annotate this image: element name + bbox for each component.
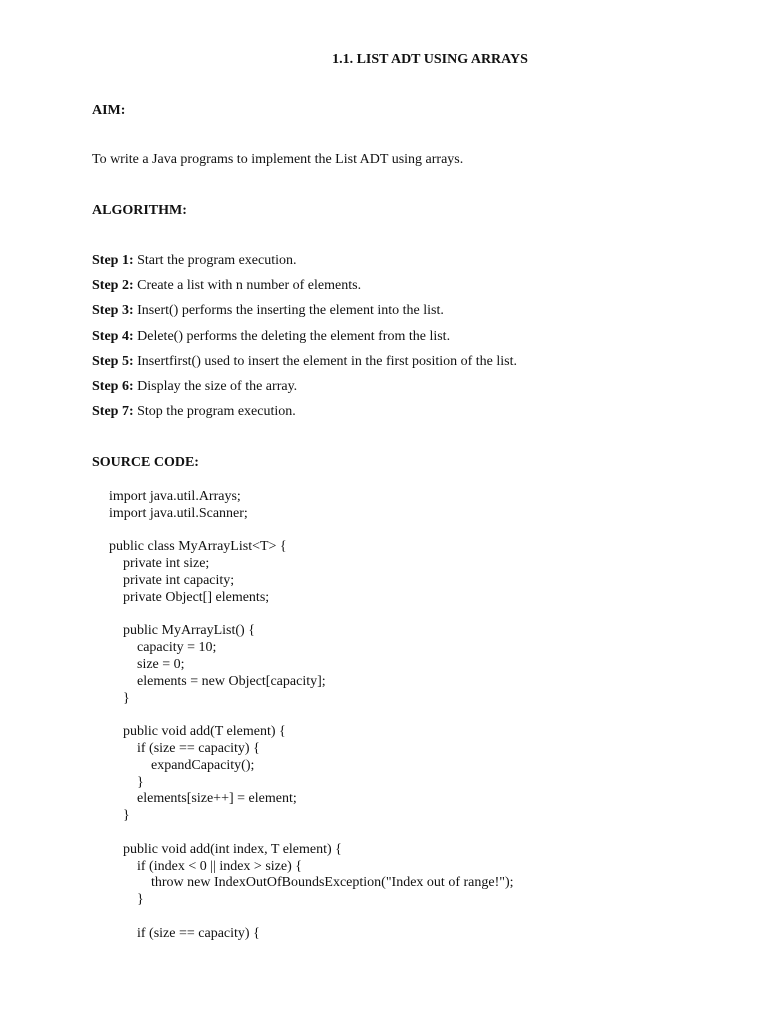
algorithm-step bbox=[92, 278, 517, 303]
code-line: elements[size++] = element; bbox=[109, 791, 297, 807]
code-line: elements = new Object[capacity]; bbox=[109, 673, 326, 689]
step-label: Step 7: bbox=[92, 404, 134, 420]
code-line: import java.util.Scanner; bbox=[109, 505, 248, 521]
source-code-block bbox=[109, 489, 514, 943]
code-line: capacity = 10; bbox=[109, 640, 217, 656]
code-line: public MyArrayList() { bbox=[109, 623, 255, 639]
step-label: Step 5: bbox=[92, 353, 134, 369]
code-line: } bbox=[109, 774, 144, 790]
document-title: 1.1. LIST ADT USING ARRAYS bbox=[332, 52, 528, 67]
algorithm-step bbox=[92, 379, 517, 404]
code-line: private int size; bbox=[109, 556, 210, 572]
algorithm-step bbox=[92, 329, 517, 354]
code-line: import java.util.Arrays; bbox=[109, 489, 241, 504]
code-line: expandCapacity(); bbox=[109, 757, 255, 773]
algorithm-heading: ALGORITHM: bbox=[92, 203, 187, 218]
step-label: Step 2: bbox=[92, 278, 134, 294]
algorithm-steps bbox=[92, 253, 517, 429]
code-line bbox=[109, 707, 514, 724]
step-text: Stop the program execution. bbox=[133, 404, 296, 420]
code-line: } bbox=[109, 690, 130, 706]
step-text: Insertfirst() used to insert the element in the first position of the list. bbox=[133, 353, 517, 369]
code-line: if (index < 0 || index > size) { bbox=[109, 858, 302, 874]
code-line: private Object[] elements; bbox=[109, 589, 270, 605]
step-label: Step 3: bbox=[92, 303, 134, 319]
code-line: size = 0; bbox=[109, 656, 185, 672]
step-text: Insert() performs the inserting the element into the list. bbox=[133, 303, 444, 319]
algorithm-step bbox=[92, 303, 517, 328]
algorithm-step bbox=[92, 354, 517, 379]
step-label: Step 4: bbox=[92, 328, 134, 344]
code-line: throw new IndexOutOfBoundsException("Index out of range!"); bbox=[109, 875, 514, 891]
aim-heading: AIM: bbox=[92, 103, 126, 118]
code-line bbox=[109, 523, 514, 540]
algorithm-step bbox=[92, 253, 517, 278]
code-line: public void add(T element) { bbox=[109, 724, 286, 740]
code-line: public class MyArrayList<T> { bbox=[109, 539, 287, 555]
algorithm-step bbox=[92, 404, 517, 429]
step-text: Display the size of the array. bbox=[133, 378, 298, 394]
code-line: } bbox=[109, 808, 130, 824]
code-line bbox=[109, 607, 514, 624]
code-line: private int capacity; bbox=[109, 572, 235, 588]
code-line: if (size == capacity) { bbox=[109, 740, 260, 756]
aim-text: To write a Java programs to implement the List ADT using arrays. bbox=[92, 152, 464, 167]
code-line: } bbox=[109, 892, 144, 908]
step-label: Step 6: bbox=[92, 378, 134, 394]
step-text: Start the program execution. bbox=[133, 253, 297, 268]
step-label: Step 1: bbox=[92, 253, 134, 268]
code-line bbox=[109, 825, 514, 842]
step-text: Delete() performs the deleting the element from the list. bbox=[133, 328, 451, 344]
step-text: Create a list with n number of elements. bbox=[133, 278, 362, 294]
code-line: if (size == capacity) { bbox=[109, 925, 260, 941]
source-code-heading: SOURCE CODE: bbox=[92, 455, 199, 470]
code-line bbox=[109, 909, 514, 926]
code-line: public void add(int index, T element) { bbox=[109, 841, 342, 857]
